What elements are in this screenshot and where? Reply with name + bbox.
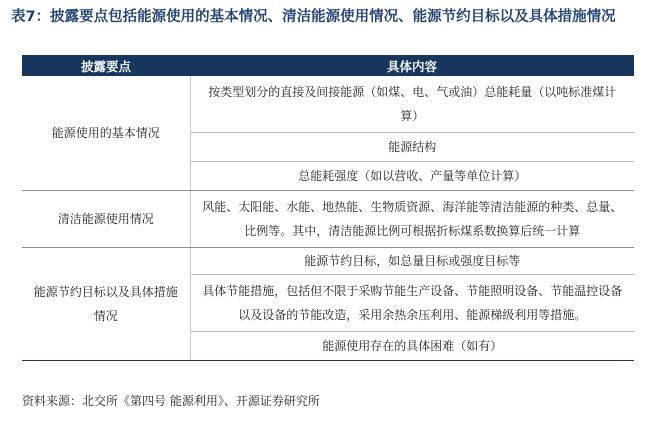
category-clean-energy: 清洁能源使用情况: [22, 191, 190, 248]
category-energy-usage: 能源使用的基本情况: [22, 76, 190, 191]
disclosure-table: [22, 55, 634, 361]
header-specific-content: 具体内容: [190, 55, 634, 76]
table-title: 表7：披露要点包括能源使用的基本情况、清洁能源使用情况、能源节约目标以及具体措施情况: [11, 9, 616, 25]
content-cell: 能源节约目标，如总量目标或强度目标等: [190, 248, 634, 275]
table-row: [22, 248, 634, 275]
content-cell: 具体节能措施，包括但不限于采购节能生产设备、节能照明设备、节能温控设备以及设备的节能改造，采用余热余压利用、能源梯级利用等措施。: [190, 275, 634, 332]
table-row: [22, 76, 634, 133]
category-energy-saving: 能源节约目标以及具体措施情况: [22, 248, 190, 361]
content-cell: 能源结构: [190, 133, 634, 162]
content-cell: 按类型划分的直接及间接能源（如煤、电、气或油）总能耗量（以吨标准煤计算）: [190, 76, 634, 133]
source-note: 资料来源：北交所《第四号 能源利用》、开源证券研究所: [22, 394, 320, 408]
content-cell: 总能耗强度（如以营收、产量等单位计算）: [190, 162, 634, 191]
table-header-row: [22, 55, 634, 76]
header-disclosure-point: 披露要点: [22, 55, 190, 76]
table-row: [22, 191, 634, 248]
content-cell: 能源使用存在的具体困难（如有）: [190, 332, 634, 361]
content-cell: 风能、太阳能、水能、地热能、生物质资源、海洋能等清洁能源的种类、总量、比例等。其中，清洁能源比例可根据折标煤系数换算后统一计算: [190, 191, 634, 248]
